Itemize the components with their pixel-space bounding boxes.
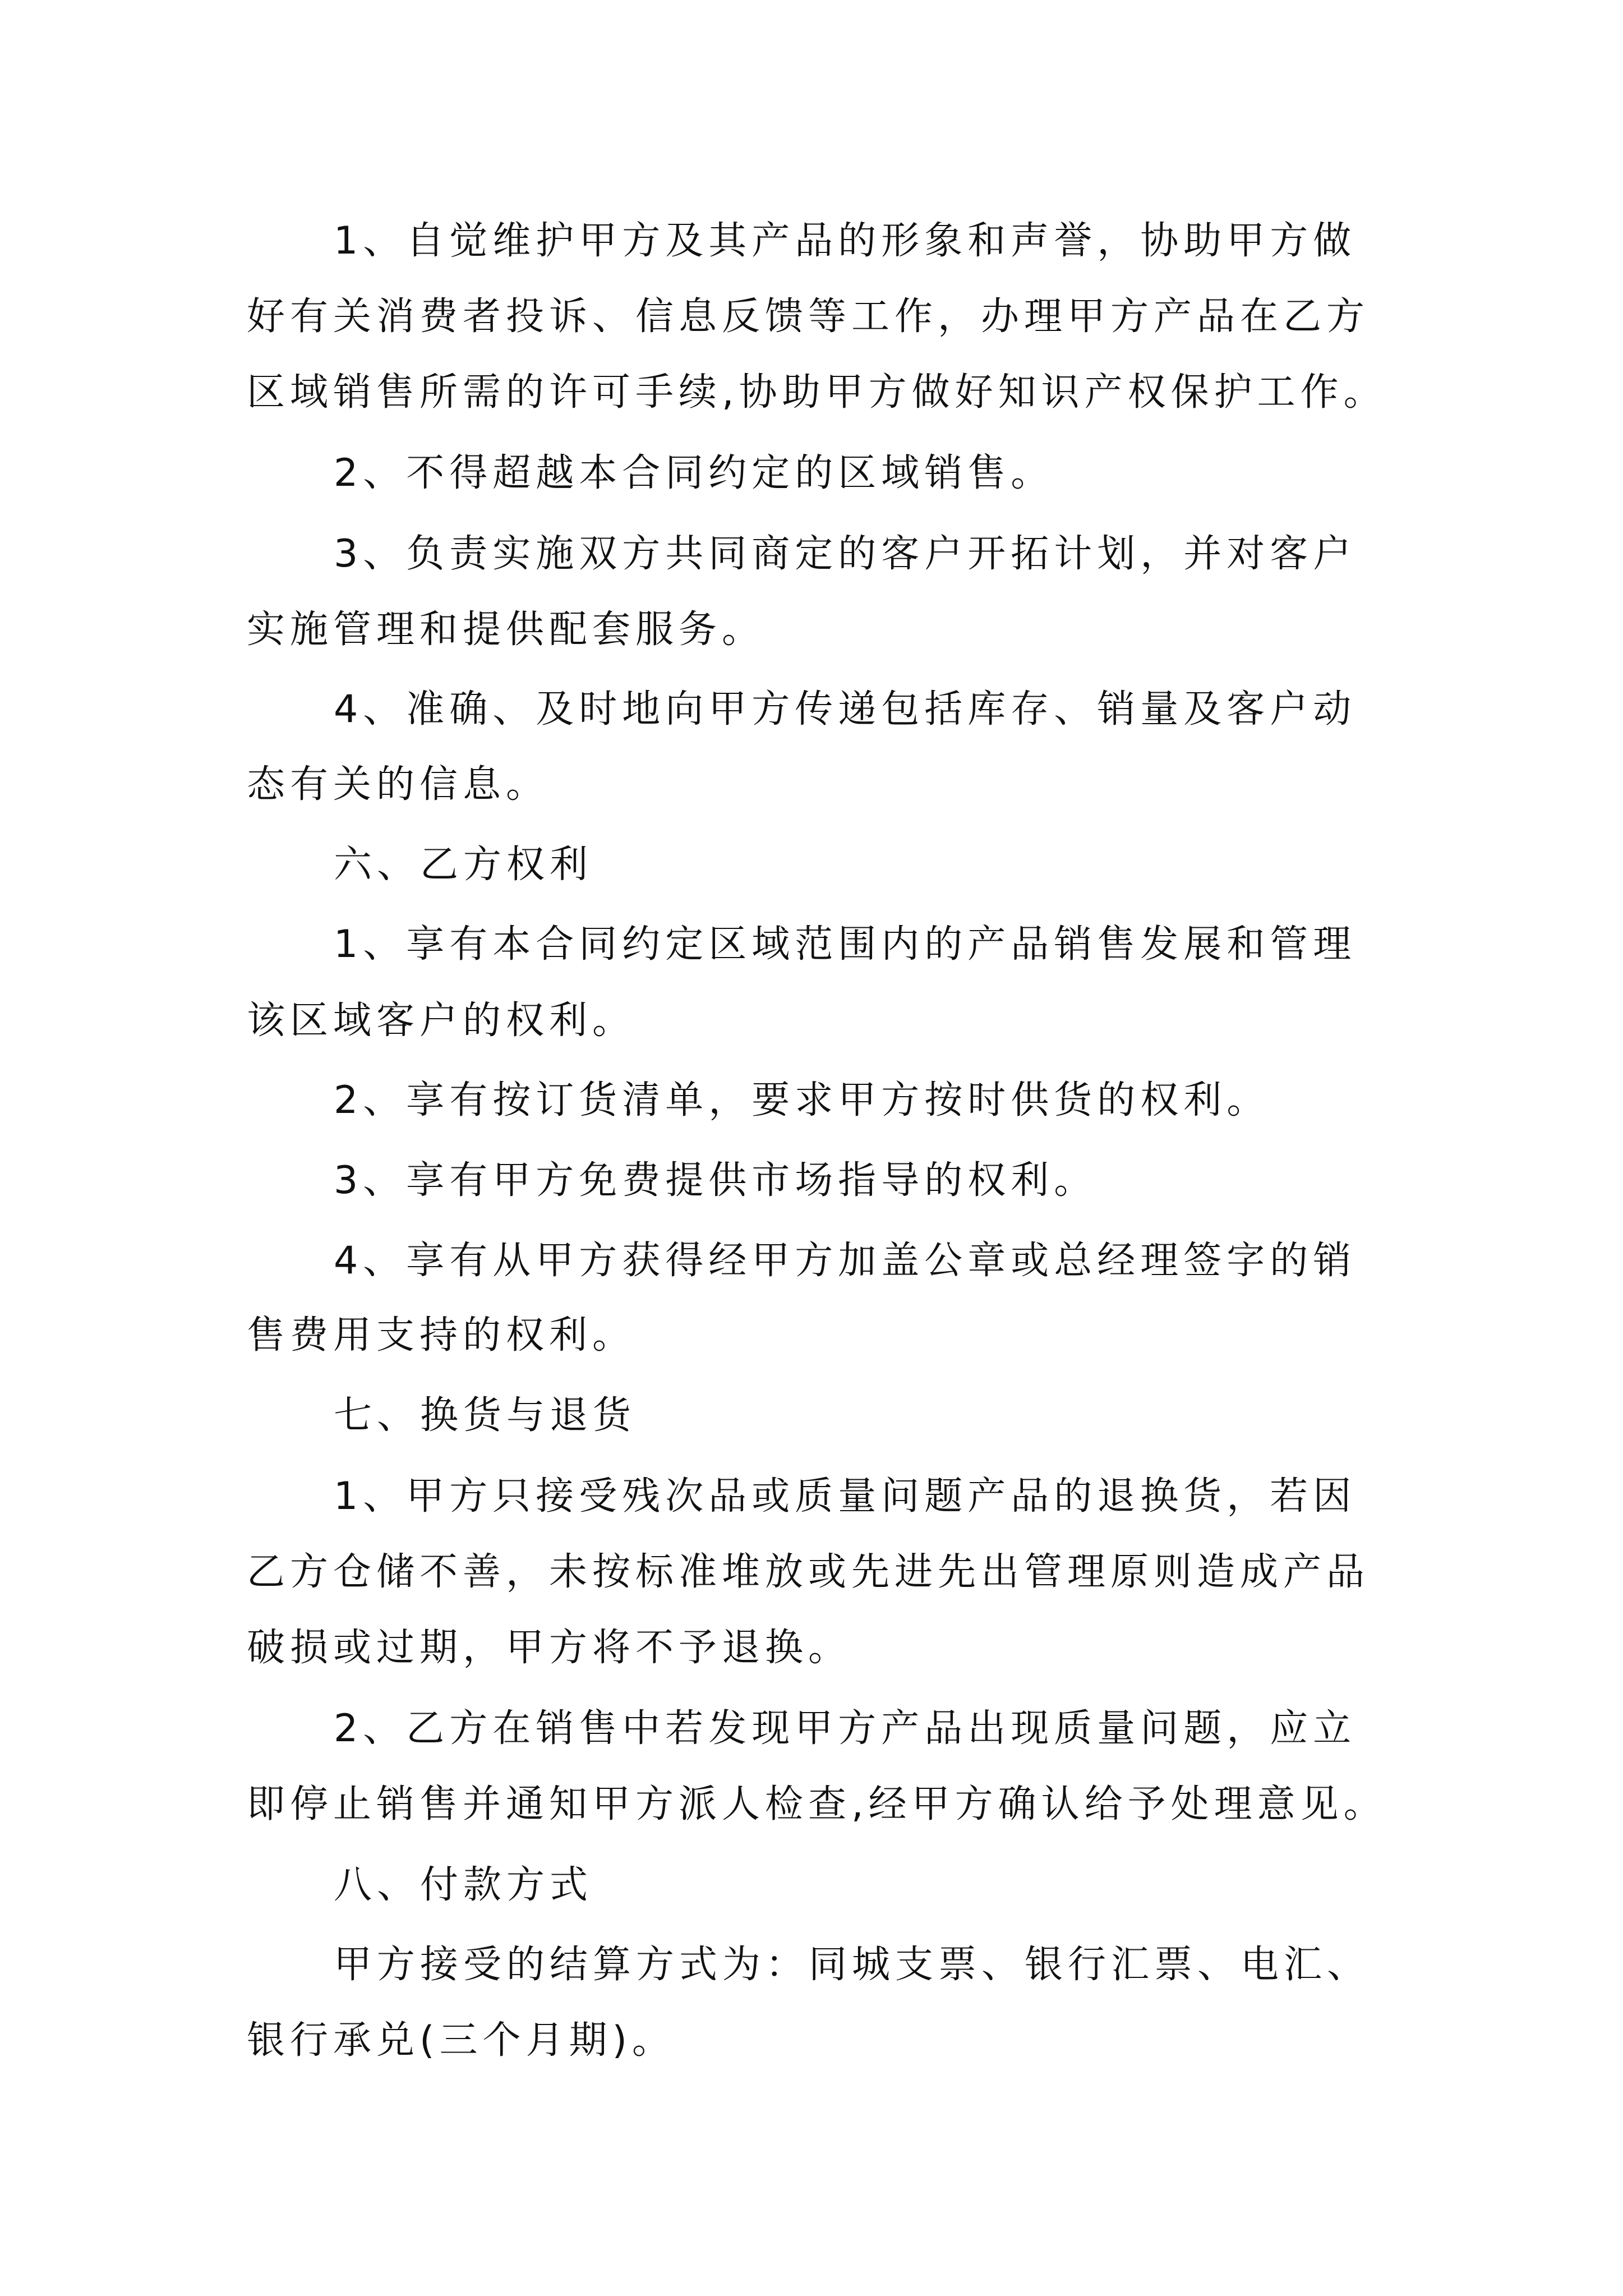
- clause-6-4-line-2: 售费用支持的权利。: [247, 1313, 636, 1358]
- clause-8-line-2: 银行承兑(三个月期)。: [247, 2018, 676, 2063]
- clause-5-3-line-2: 实施管理和提供配套服务。: [247, 608, 766, 652]
- clause-6-1-line-1: 1、享有本合同约定区域范围内的产品销售发展和管理: [334, 922, 1357, 967]
- clause-5-3-line-1: 3、负责实施双方共同商定的客户开拓计划，并对客户: [334, 532, 1357, 576]
- clause-5-1-line-3: 区域销售所需的许可手续,协助甲方做好知识产权保护工作。: [247, 370, 1387, 415]
- clause-7-1-line-1: 1、甲方只接受残次品或质量问题产品的退换货，若因: [334, 1474, 1357, 1519]
- clause-8-line-1: 甲方接受的结算方式为：同城支票、银行汇票、电汇、: [334, 1943, 1371, 1987]
- clause-6-4-line-1: 4、享有从甲方获得经甲方加盖公章或总经理签字的销: [334, 1239, 1357, 1283]
- clause-5-1-line-2: 好有关消费者投诉、信息反馈等工作，办理甲方产品在乙方: [247, 295, 1370, 339]
- section-7-heading: 七、换货与退货: [334, 1393, 637, 1438]
- section-8-heading: 八、付款方式: [334, 1863, 593, 1907]
- clause-7-2-line-1: 2、乙方在销售中若发现甲方产品出现质量问题，应立: [334, 1706, 1357, 1751]
- clause-7-1-line-3: 破损或过期，甲方将不予退换。: [247, 1626, 852, 1670]
- clause-5-1-line-1: 1、自觉维护甲方及其产品的形象和声誉，协助甲方做: [334, 219, 1357, 263]
- clause-5-4-line-1: 4、准确、及时地向甲方传递包括库存、销量及客户动: [334, 687, 1357, 731]
- clause-6-3-line-1: 3、享有甲方免费提供市场指导的权利。: [334, 1158, 1098, 1203]
- clause-6-2-line-1: 2、享有按订货清单，要求甲方按时供货的权利。: [334, 1078, 1270, 1122]
- clause-7-2-line-2: 即停止销售并通知甲方派人检查,经甲方确认给予处理意见。: [247, 1782, 1387, 1826]
- clause-6-1-line-2: 该区域客户的权利。: [247, 999, 636, 1043]
- section-6-heading: 六、乙方权利: [334, 843, 593, 887]
- clause-7-1-line-2: 乙方仓储不善，未按标准堆放或先进先出管理原则造成产品: [247, 1550, 1370, 1594]
- clause-5-2-line-1: 2、不得超越本合同约定的区域销售。: [334, 451, 1054, 495]
- clause-5-4-line-2: 态有关的信息。: [247, 762, 550, 807]
